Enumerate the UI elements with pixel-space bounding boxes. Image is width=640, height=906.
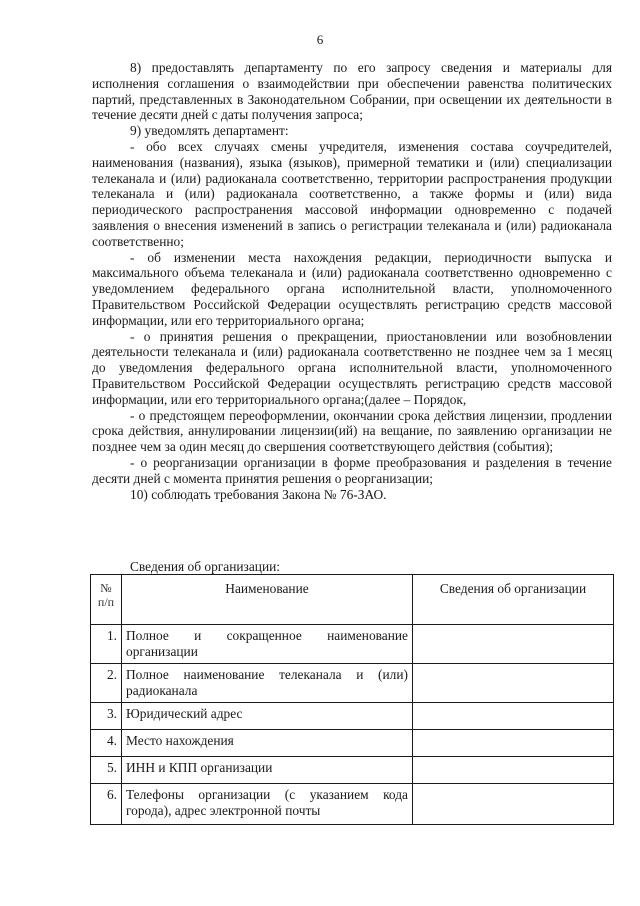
row-number: 4.	[91, 730, 122, 757]
row-name: Юридический адрес	[122, 703, 413, 730]
header-name: Наименование	[122, 575, 413, 625]
row-number: 2.	[91, 664, 122, 703]
paragraph-9: 9) уведомлять департамент:	[130, 123, 289, 139]
table-row	[91, 730, 614, 757]
document-body	[92, 60, 612, 502]
table-header-row	[91, 575, 614, 625]
page-number: 6	[316, 32, 324, 47]
header-info: Сведения об организации	[413, 575, 614, 625]
paragraph-10: 10) соблюдать требования Закона № 76-ЗАО.	[130, 486, 387, 502]
row-info-cell[interactable]	[413, 784, 614, 825]
paragraph-9-item-reorganization: - о реорганизации организации в форме преобразования и разделения в течение десяти дней с момента принятия решения о реорганизации;	[92, 454, 612, 486]
row-info-cell[interactable]	[413, 625, 614, 664]
paragraph-9-item-founder: - обо всех случаях смены учредителя, изменения состава соучредителей, наименования (названия), языка (языков), примерной тематики и (или) специализации телеканала и (или) радиоканала соответственно, территории распространения продукции телеканала и (или) радиоканала соответственно, а также формы и (или) вида периодического распространения массовой информации одновременно с подачей заявления о внесения изменений в запись о регистрации телеканала и (или) радиоканала соответственно;	[92, 138, 612, 249]
table-row	[91, 757, 614, 784]
paragraph-8: 8) предоставлять департаменту по его запросу сведения и материалы для исполнения соглашения о взаимодействии при обеспечении равенства политических партий, представленных в Законодательном Собрании, при освещении их деятельности в течение десяти дней с даты получения запроса;	[92, 60, 612, 123]
row-info-cell[interactable]	[413, 757, 614, 784]
paragraph-9-item-suspension: - о принятия решения о прекращении, приостановлении или возобновлении деятельности телеканала и (или) радиоканала соответственно не позднее чем за 1 месяц до уведомления федерального органа исполнительной власти, уполномоченного Правительством Российской Федерации осуществлять регистрацию средств массовой информации, или его территориального органа;(далее – Порядок,	[92, 328, 612, 407]
row-name: ИНН и КПП организации	[122, 757, 413, 784]
row-number: 3.	[91, 703, 122, 730]
row-number: 5.	[91, 757, 122, 784]
row-info-cell[interactable]	[413, 703, 614, 730]
row-name: Место нахождения	[122, 730, 413, 757]
row-number: 6.	[91, 784, 122, 825]
table-row	[91, 625, 614, 664]
row-info-cell[interactable]	[413, 730, 614, 757]
table-row	[91, 703, 614, 730]
paragraph-9-item-license: - о предстоящем переоформлении, окончании срока действия лицензии, продлении срока действия, аннулировании лицензии(ий) на вещание, по заявлению организации не позднее чем за один месяц до свершения соответствующего действия (события);	[92, 407, 612, 455]
organization-info-table	[90, 574, 614, 825]
row-name: Телефоны организации (с указанием кода города), адрес электронной почты	[122, 784, 413, 825]
row-name: Полное и сокращенное наименование организации	[122, 625, 413, 664]
row-number: 1.	[91, 625, 122, 664]
row-info-cell[interactable]	[413, 664, 614, 703]
row-name: Полное наименование телеканала и (или) радиоканала	[122, 664, 413, 703]
table-caption: Сведения об организации:	[130, 559, 281, 574]
table-row	[91, 784, 614, 825]
header-number: № п/п	[91, 575, 122, 625]
paragraph-9-item-location: - об изменении места нахождения редакции, периодичности выпуска и максимального объема телеканала и (или) радиоканала соответственно одновременно с уведомлением федерального органа исполнительной власти, уполномоченного Правительством Российской Федерации осуществлять регистрацию средств массовой информации, или его территориального органа;	[92, 249, 612, 328]
table-row	[91, 664, 614, 703]
